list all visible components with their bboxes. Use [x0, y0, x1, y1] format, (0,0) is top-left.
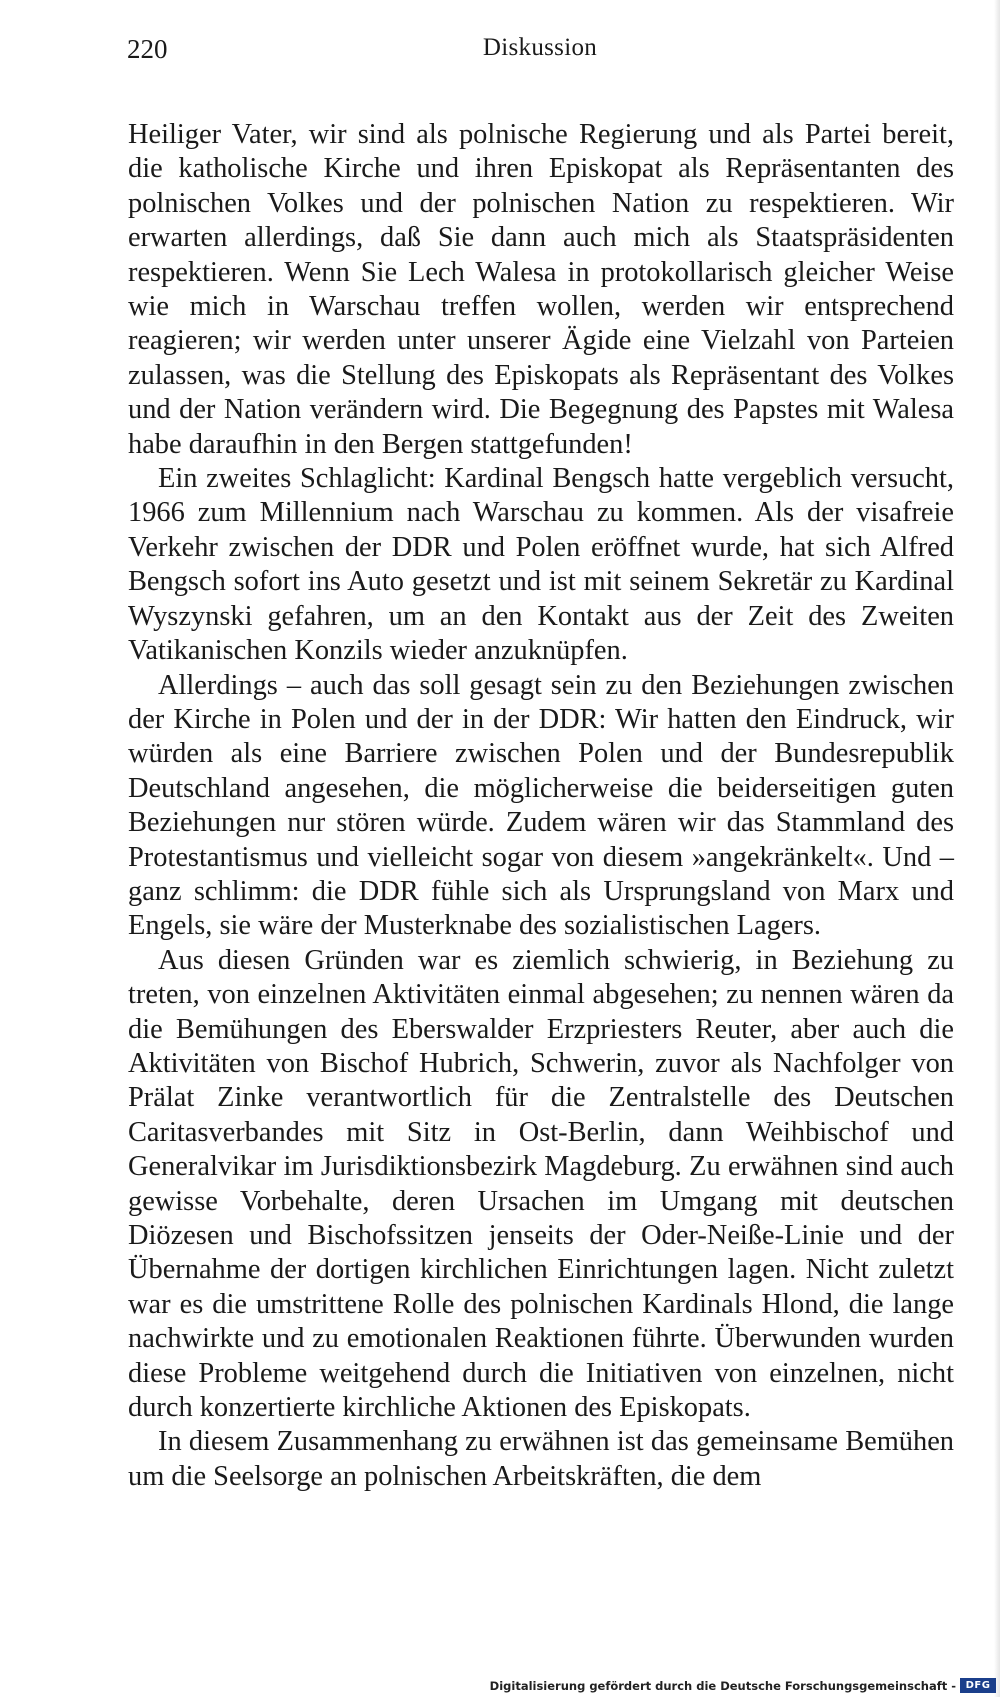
paragraph-3: Allerdings – auch das soll gesagt sein zu den Beziehungen zwischen der Kirche in Polen und der in der DDR: Wir hatten den Eindruck, wir würden als eine Barriere zwischen Polen und der Bundesrepublik Deutschland angesehen, die möglicherweise die beiderseitigen guten Beziehungen nur stören würde. Zudem wären wir das Stammland des Protestantismus und vielleicht sogar von diesem »angekränkelt«. Und – ganz schlimm: die DDR fühle sich als Ursprungsland von Marx und Engels, sie wäre der Musterknabe des sozialistischen Lagers.	[128, 669, 954, 942]
page-number: 220	[127, 34, 168, 64]
dfg-logo-icon: DFG	[960, 1678, 996, 1693]
scan-edge-shadow	[994, 0, 1000, 1697]
paragraph-5: In diesem Zusammenhang zu erwähnen ist das gemeinsame Bemühen um die Seelsorge an polnischen Arbeitskräften, die dem	[128, 1426, 954, 1492]
paragraph-2: Ein zweites Schlaglicht: Kardinal Bengsch hatte vergeblich versucht, 1966 zum Millennium nach Warschau zu kommen. Als der visafreie Verkehr zwischen der DDR und Polen eröffnet wurde, hat sich Alfred Bengsch sofort ins Auto gesetzt und ist mit seinem Sekretär zu Kardinal Wyszynski gefahren, um an den Kontakt aus der Zeit des Zweiten Vatikanischen Konzils wieder anzuknüpfen.	[128, 463, 954, 667]
body-text	[128, 118, 954, 1494]
digitization-credit	[490, 1678, 996, 1693]
credit-text: Digitalisierung gefördert durch die Deutsche Forschungsgemeinschaft -	[489, 1678, 956, 1693]
running-head	[127, 34, 953, 70]
paragraph-1: Heiliger Vater, wir sind als polnische Regierung und als Partei bereit, die katholische Kirche und ihren Episkopat als Repräsentanten des polnischen Volkes und der polnischen Nation zu respektieren. Wir erwarten allerdings, daß Sie dann auch mich als Staatspräsidenten respektieren. Wenn Sie Lech Walesa in protokollarisch gleicher Weise wie mich in Warschau treffen wollen, werden wir entsprechend reagieren; wir werden unter unserer Ägide eine Vielzahl von Parteien zulassen, was die Stellung des Episkopats als Repräsentant des Volkes und der Nation verändern wird. Die Begegnung des Papstes mit Walesa habe daraufhin in den Bergen stattgefunden!	[128, 119, 954, 460]
paragraph-4: Aus diesen Gründen war es ziemlich schwierig, in Beziehung zu treten, von einzelnen Aktivitäten einmal abgesehen; zu nennen wären da die Bemühungen des Eberswalder Erzpriesters Reuter, aber auch die Aktivitäten von Bischof Hubrich, Schwerin, zuvor als Nachfolger von Prälat Zinke verantwortlich für die Zentralstelle des Deutschen Caritasverbandes mit Sitz in Ost-Berlin, dann Weihbischof und Generalvikar im Jurisdiktionsbezirk Magdeburg. Zu erwähnen sind auch gewisse Vorbehalte, deren Ursachen im Umgang mit deutschen Diözesen und Bischofssitzen jenseits der Oder-Neiße-Linie und der Übernahme der dortigen kirchlichen Einrichtungen lagen. Nicht zuletzt war es die umstrittene Rolle des polnischen Kardinals Hlond, die lange nachwirkte und zu emotionalen Reaktionen führte. Überwunden wurden diese Probleme weitgehend durch die Initiativen von einzelnen, nicht durch konzertierte kirchliche Aktionen des Episkopats.	[128, 944, 954, 1424]
running-title: Diskussion	[482, 34, 598, 61]
